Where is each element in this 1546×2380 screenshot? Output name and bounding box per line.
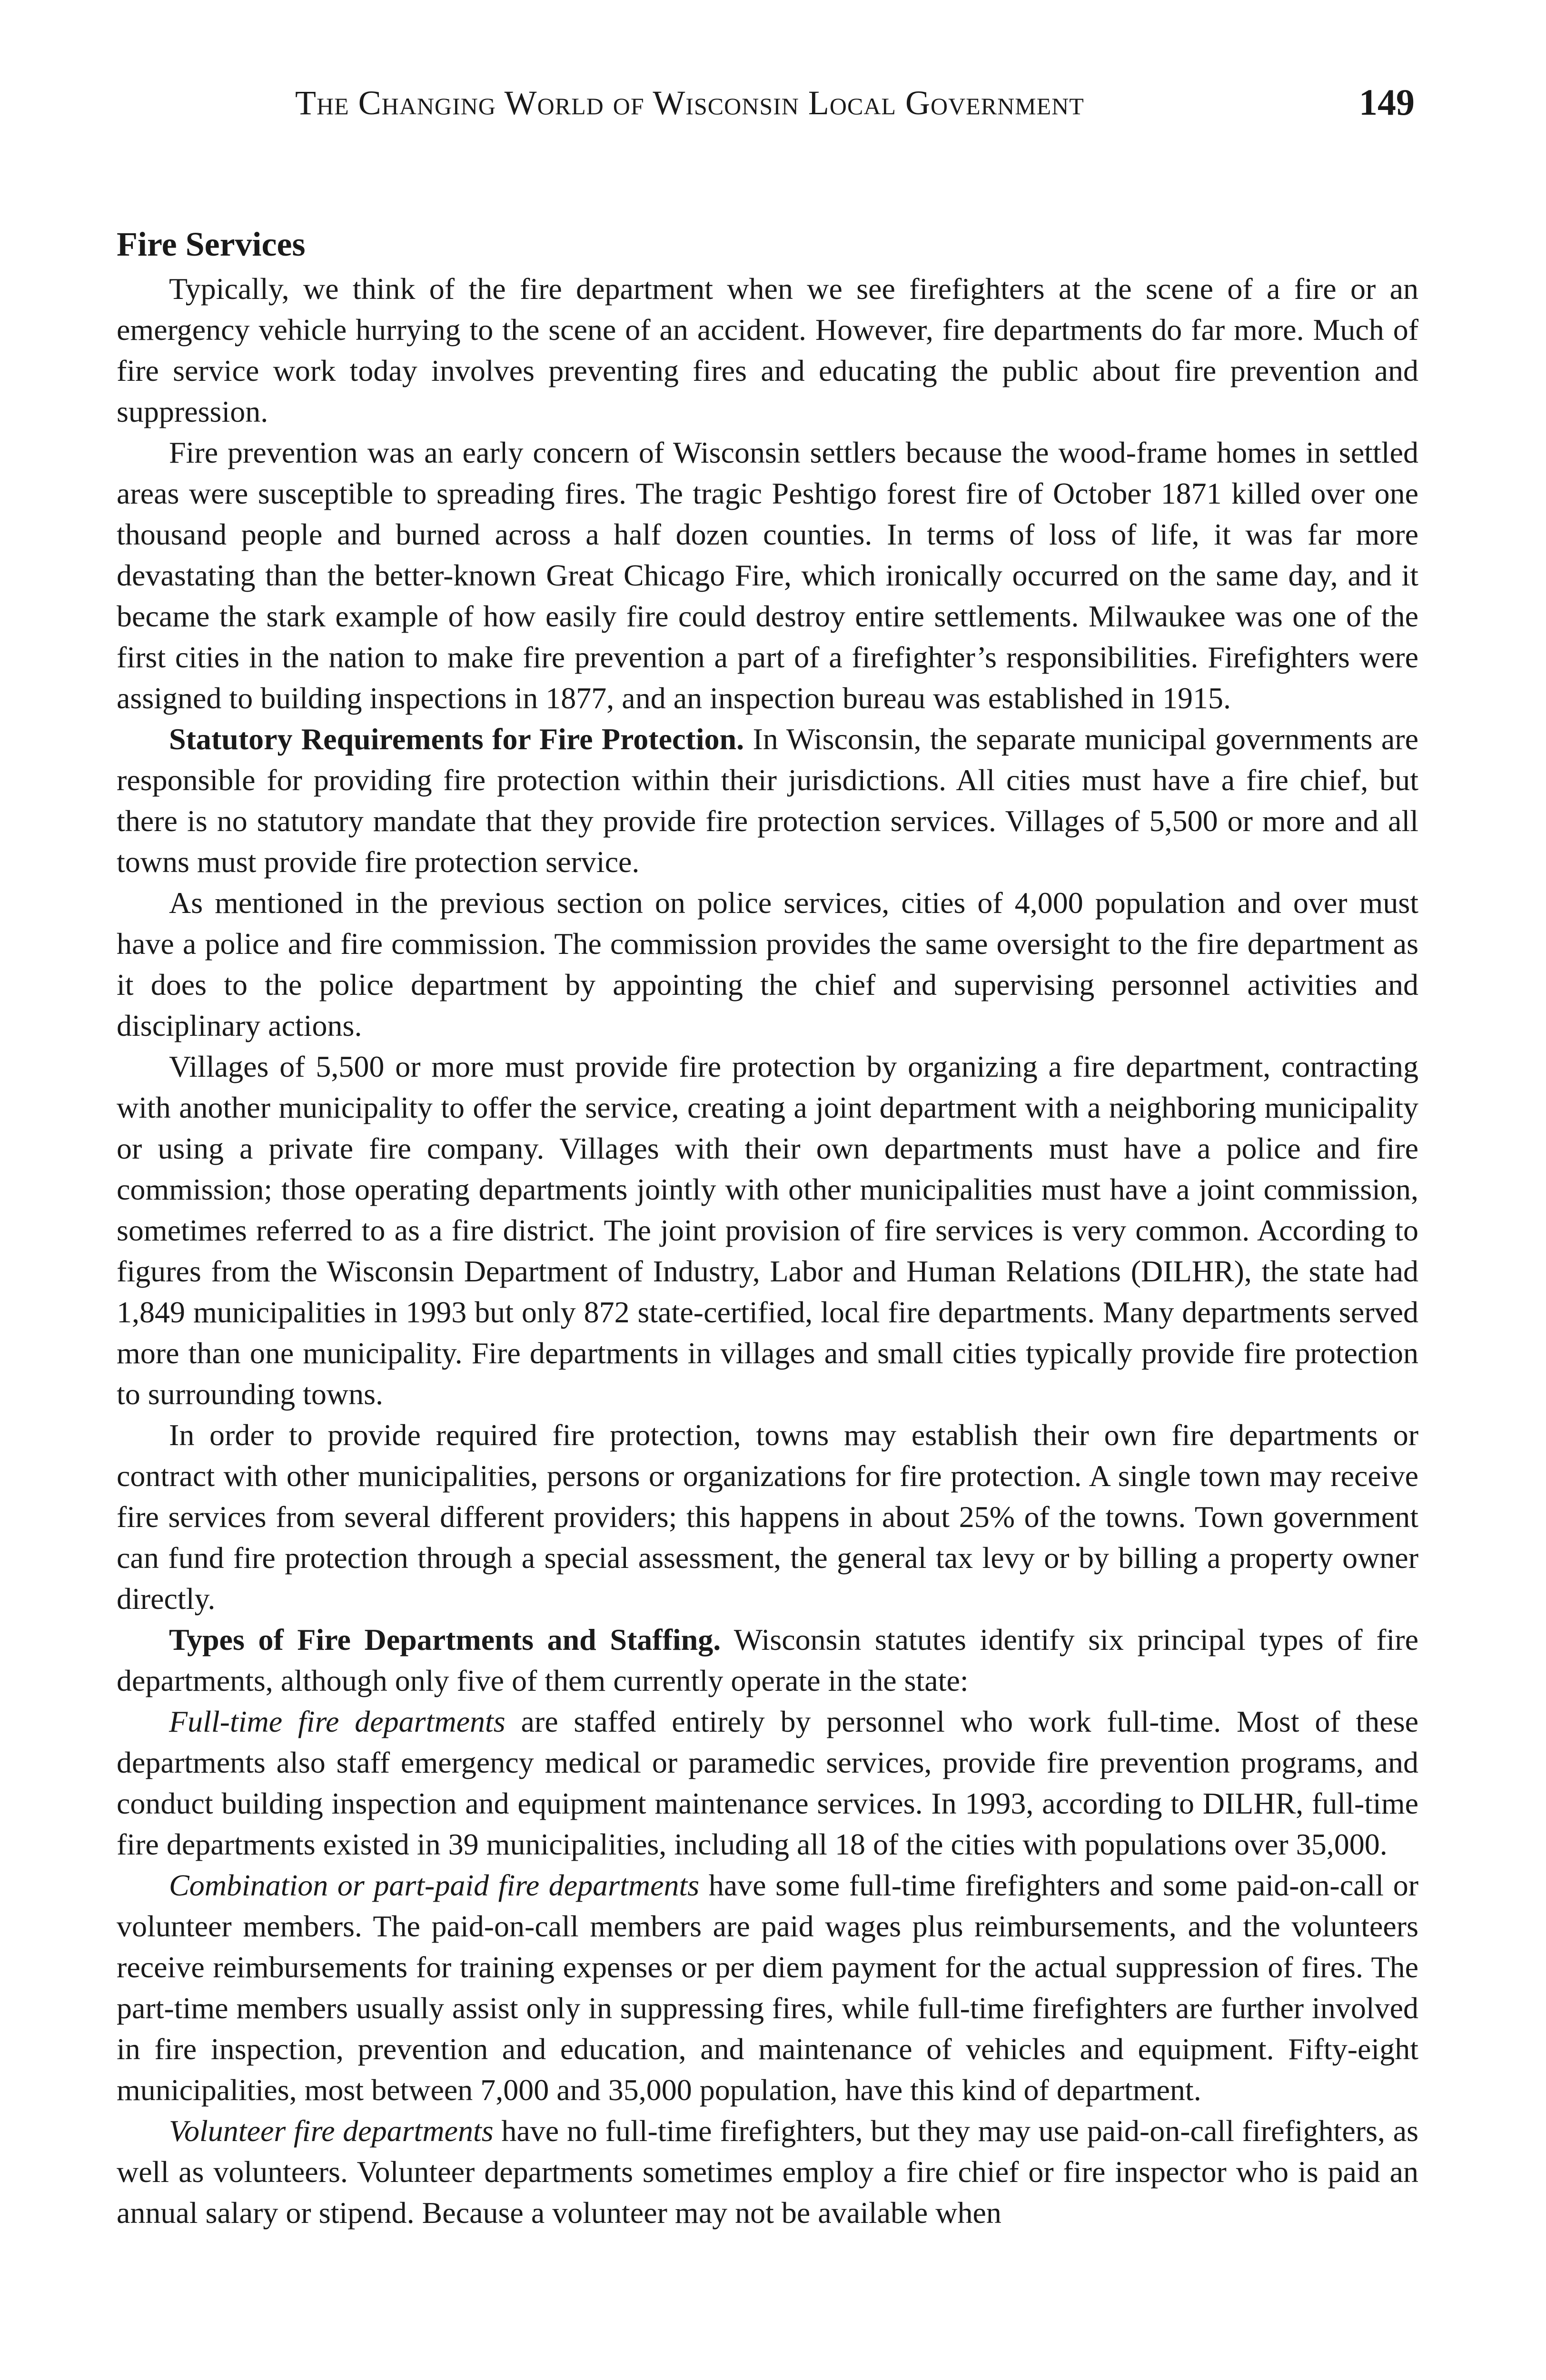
paragraph: In order to provide required fire protection, towns may establish their own fire departments or contract with other municipalities, persons or organizations for fire protection. A single town may receive fire services from several different providers; this happens in about 25% of the towns. Town government can fund fire protection through a special assessment, the general tax levy or by billing a property owner directly. xyxy=(117,1418,1418,1616)
paragraph: Full-time fire departments are staffed entirely by personnel who work full-time. Most of these departments also staff emergency medical or paramedic services, provide fire prevention programs, and conduct building inspection and equipment maintenance services. In 1993, according to DILHR, full-time fire departments existed in 39 municipalities, including all 18 of the cities with populations over 35,000. xyxy=(117,1705,1419,1861)
paragraph: Combination or part-paid fire departments have some full-time firefighters and some paid-on-call or volunteer members. The paid-on-call members are paid wages plus reimbursements, and the volunteers receive reimbursements for training expenses or per diem payment for the actual suppression of fires. The part-time members usually assist only in suppressing fires, while full-time firefighters are further involved in fire inspection, prevention and education, and maintenance of vehicles and equipment. Fifty-eight municipalities, most between 7,000 and 35,000 population, have this kind of department. xyxy=(117,1868,1419,2107)
italic-term: Combination or part-paid fire departments xyxy=(169,1868,700,1902)
paragraph: Statutory Requirements for Fire Protection. In Wisconsin, the separate municipal governments are responsible for providing fire protection within their jurisdictions. All cities must have a fire chief, but there is no statutory mandate that they provide fire protection services. Villages of 5,500 or more and all towns must provide fire protection service. xyxy=(117,722,1419,879)
paragraph: As mentioned in the previous section on police services, cities of 4,000 population and over must have a police and fire commission. The commission provides the same oversight to the fire department as it does to the police department by appointing the chief and supervising personnel activities and disciplinary actions. xyxy=(117,886,1418,1042)
page-number: 149 xyxy=(1359,81,1415,123)
section-heading: Fire Services xyxy=(117,225,306,263)
italic-term: Full-time fire departments xyxy=(169,1705,505,1738)
italic-term: Volunteer fire departments xyxy=(169,2114,494,2148)
paragraph: Fire prevention was an early concern of Wisconsin settlers because the wood-frame homes in settled areas were susceptible to spreading fires. The tragic Peshtigo forest fire of October 1871 killed over one thousand people and burned across a half dozen counties. In terms of loss of life, it was far more devastating than the better-known Great Chicago Fire, which ironically occurred on the same day, and it became the stark example of how easily fire could destroy entire settlements. Milwaukee was one of the first cities in the nation to make fire prevention a part of a firefighter’s responsibilities. Firefighters were assigned to building inspections in 1877, and an inspection bureau was established in 1915. xyxy=(117,436,1418,715)
running-header: The Changing World of Wisconsin Local Government xyxy=(295,84,1084,122)
paragraph: Types of Fire Departments and Staffing. Wisconsin statutes identify six principal types of fire departments, although only five of them currently operate in the state: xyxy=(117,1623,1419,1697)
paragraph: Villages of 5,500 or more must provide fire protection by organizing a fire department, contracting with another municipality to offer the service, creating a joint department with a neighboring municipality or using a private fire company. Villages with their own departments must have a police and fire commission; those operating departments jointly with other municipalities must have a joint commission, sometimes referred to as a fire district. The joint provision of fire services is very common. According to figures from the Wisconsin Department of Industry, Labor and Human Relations (DILHR), the state had 1,849 municipalities in 1993 but only 872 state-certified, local fire departments. Many departments served more than one municipality. Fire departments in villages and small cities typically provide fire protection to surrounding towns. xyxy=(117,1050,1418,1411)
paragraph: Volunteer fire departments have no full-time firefighters, but they may use paid-on-call firefighters, as well as volunteers. Volunteer departments sometimes employ a fire chief or fire inspector who is paid an annual salary or stipend. Because a volunteer may not be available when xyxy=(117,2114,1419,2230)
body-text xyxy=(117,224,1418,2233)
run-in-heading: Statutory Requirements for Fire Protection. xyxy=(169,722,744,756)
run-in-heading: Types of Fire Departments and Staffing. xyxy=(169,1623,721,1656)
paragraph: Typically, we think of the fire department when we see firefighters at the scene of a fire or an emergency vehicle hurrying to the scene of an accident. However, fire departments do far more. Much of fire service work today involves preventing fires and educating the public about fire prevention and suppression. xyxy=(117,272,1418,428)
